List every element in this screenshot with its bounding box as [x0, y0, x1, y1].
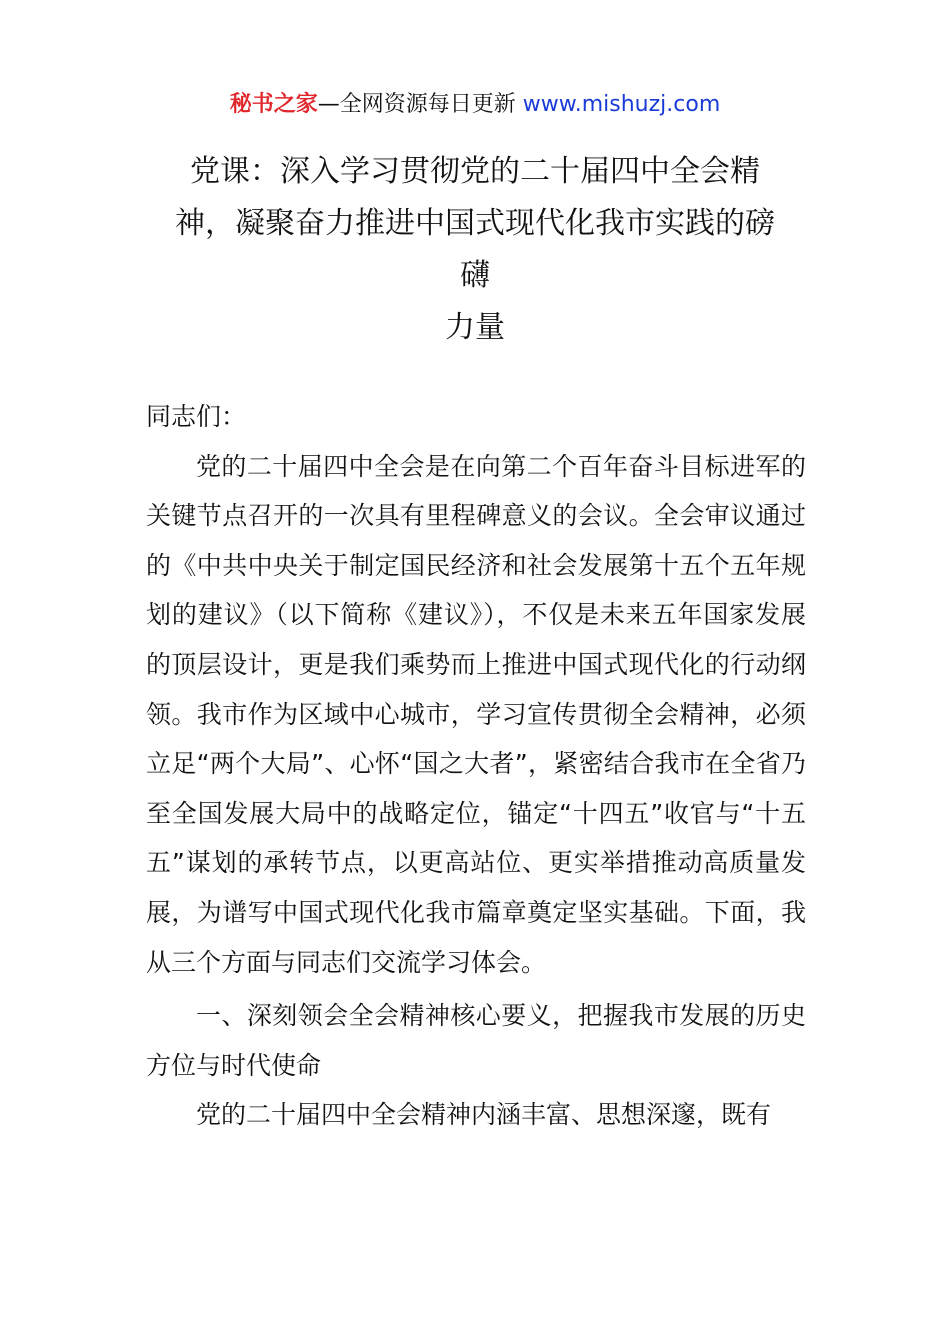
title-line: 力量 [445, 310, 505, 345]
site-tagline: —全网资源每日更新 [317, 92, 523, 117]
salutation: 同志们： [146, 402, 247, 431]
title-line: 礴 [460, 258, 490, 293]
site-url-link[interactable]: www.mishuzj.com [522, 92, 721, 117]
document-body [146, 392, 806, 1140]
title-line: 神，凝聚奋力推进中国式现代化我市实践的磅 [175, 206, 775, 241]
document-title [130, 146, 820, 354]
body-paragraph: 党的二十届四中全会是在向第二个百年奋斗目标进军的关键节点召开的一次具有里程碑意义的会议。全会审议通过的《中共中央关于制定国民经济和社会发展第十五个五年规划的建议》（以下简称《建议》），不仅是未来五年国家发展的顶层设计，更是我们乘势而上推进中国式现代化的行动纲领。我市作为区域中心城市，学习宣传贯彻全会精神，必须立足“两个大局”、心怀“国之大者”，紧密结合我市在全省乃至全国发展大局中的战略定位，锚定“十四五”收官与“十五五”谋划的承转节点，以更高站位、更实举措推动高质量发展，为谱写中国式现代化我市篇章奠定坚实基础。下面，我从三个方面与同志们交流学习体会。 [146, 451, 806, 977]
body-paragraph: 党的二十届四中全会精神内涵丰富、思想深邃，既有 [196, 1100, 772, 1130]
site-header [0, 88, 950, 122]
section-heading: 一、深刻领会全会精神核心要义，把握我市发展的历史方位与时代使命 [146, 1001, 806, 1080]
title-line: 党课：深入学习贯彻党的二十届四中全会精 [190, 154, 760, 189]
site-brand: 秘书之家 [229, 92, 318, 117]
